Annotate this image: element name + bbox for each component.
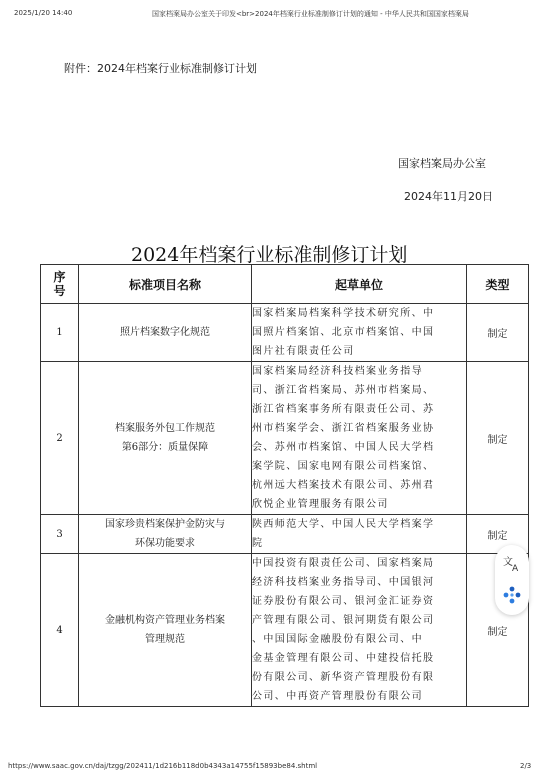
- drafting-unit-line: 国家档案局经济科技档案业务指导: [252, 366, 423, 377]
- document-title: 2024年档案行业标准制修订计划: [131, 244, 408, 266]
- row-serial-number: 1: [41, 304, 79, 362]
- issuer-name: 国家档案局办公室: [398, 157, 486, 170]
- table-row: [41, 304, 529, 362]
- translate-icon[interactable]: [502, 553, 522, 573]
- row-standard-name: [79, 362, 252, 515]
- print-page-title: 国家档案局办公室关于印发<br>2024年档案行业标准制修订计划的通知 - 中华人民共和国国家档案局: [152, 10, 469, 18]
- drafting-unit-line: 金基金管理有限公司、中建投信托股: [252, 653, 435, 664]
- drafting-unit-line: 产管理有限公司、银河期货有限公司: [252, 615, 435, 626]
- row-serial-number: 4: [41, 554, 79, 707]
- standard-name-line: 国家珍贵档案保护金防灾与: [105, 519, 225, 530]
- row-serial-number: 2: [41, 362, 79, 515]
- drafting-unit-line: 陕西师范大学、中国人民大学档案学: [252, 519, 435, 530]
- header-serial-line2: 号: [53, 284, 66, 298]
- drafting-unit-line: 图片社有限责任公司: [252, 346, 355, 357]
- drafting-unit-line: 院: [252, 538, 264, 549]
- table-row: [41, 515, 529, 554]
- drafting-unit-line: 案学院、国家电网有限公司档案馆、: [252, 461, 435, 472]
- standard-name-line: 照片档案数字化规范: [120, 327, 210, 338]
- page-url: https://www.saac.gov.cn/daj/tzgg/202411/1d216b118d0b4343a14755f15893be84.shtml: [8, 762, 318, 770]
- drafting-unit-line: 国照片档案馆、北京市档案馆、中国: [252, 327, 435, 338]
- drafting-unit-line: 、中国国际金融股份有限公司、中: [252, 634, 423, 645]
- header-drafting-unit: 起草单位: [252, 265, 467, 304]
- row-type: 制定: [467, 362, 529, 515]
- drafting-unit-line: 欣悦企业管理服务有限公司: [252, 499, 389, 510]
- table-row: [41, 362, 529, 515]
- ai-assistant-icon[interactable]: [502, 585, 522, 605]
- table-body: [41, 304, 529, 707]
- drafting-unit-line: 杭州远大档案技术有限公司、苏州君: [252, 480, 435, 491]
- drafting-unit-line: 司、浙江省档案局、苏州市档案局、: [252, 385, 435, 396]
- row-serial-number: 3: [41, 515, 79, 554]
- page-number: 2/3: [520, 762, 532, 770]
- attachment-label: 附件：2024年档案行业标准制修订计划: [64, 62, 257, 75]
- drafting-unit-line: 国家档案局档案科学技术研究所、中: [252, 308, 435, 319]
- drafting-unit-line: 公司、中再资产管理股份有限公司: [252, 691, 423, 702]
- table-header-row: [41, 265, 529, 304]
- row-standard-name: [79, 554, 252, 707]
- drafting-unit-line: 份有限公司、新华资产管理股份有限: [252, 672, 435, 683]
- row-type: 制定: [467, 304, 529, 362]
- svg-text:A: A: [512, 564, 519, 573]
- drafting-unit-line: 中国投资有限责任公司、国家档案局: [252, 558, 435, 569]
- row-drafting-unit: [252, 515, 467, 554]
- standard-name-line: 管理规范: [145, 634, 185, 645]
- table-row: [41, 554, 529, 707]
- issue-date: 2024年11月20日: [404, 190, 493, 203]
- standard-name-line: 环保功能要求: [135, 538, 195, 549]
- row-type: 制定: [467, 515, 529, 554]
- standard-name-line: 档案服务外包工作规范: [115, 423, 215, 434]
- drafting-unit-line: 州市档案学会、浙江省档案服务业协: [252, 423, 435, 434]
- header-serial-line1: 序: [53, 270, 66, 284]
- floating-toolbar: [495, 545, 529, 615]
- header-type: 类型: [467, 265, 529, 304]
- drafting-unit-line: 证券股份有限公司、银河金汇证券资: [252, 596, 435, 607]
- standard-name-line: 第6部分：质量保障: [121, 442, 209, 453]
- standard-name-line: 金融机构资产管理业务档案: [105, 615, 225, 626]
- row-drafting-unit: [252, 304, 467, 362]
- row-standard-name: [79, 304, 252, 362]
- header-serial-number: [41, 265, 79, 304]
- row-standard-name: [79, 515, 252, 554]
- drafting-unit-line: 经济科技档案业务指导司、中国银河: [252, 577, 435, 588]
- drafting-unit-line: 浙江省档案事务所有限责任公司、苏: [252, 404, 435, 415]
- row-drafting-unit: [252, 362, 467, 515]
- row-type: 制定: [467, 554, 529, 707]
- standards-plan-table: [40, 264, 529, 707]
- print-datetime: 2025/1/20 14:40: [14, 9, 73, 17]
- header-standard-name: 标准项目名称: [79, 265, 252, 304]
- drafting-unit-line: 会、苏州市档案馆、中国人民大学档: [252, 442, 435, 453]
- svg-text:文: 文: [503, 557, 513, 568]
- row-drafting-unit: [252, 554, 467, 707]
